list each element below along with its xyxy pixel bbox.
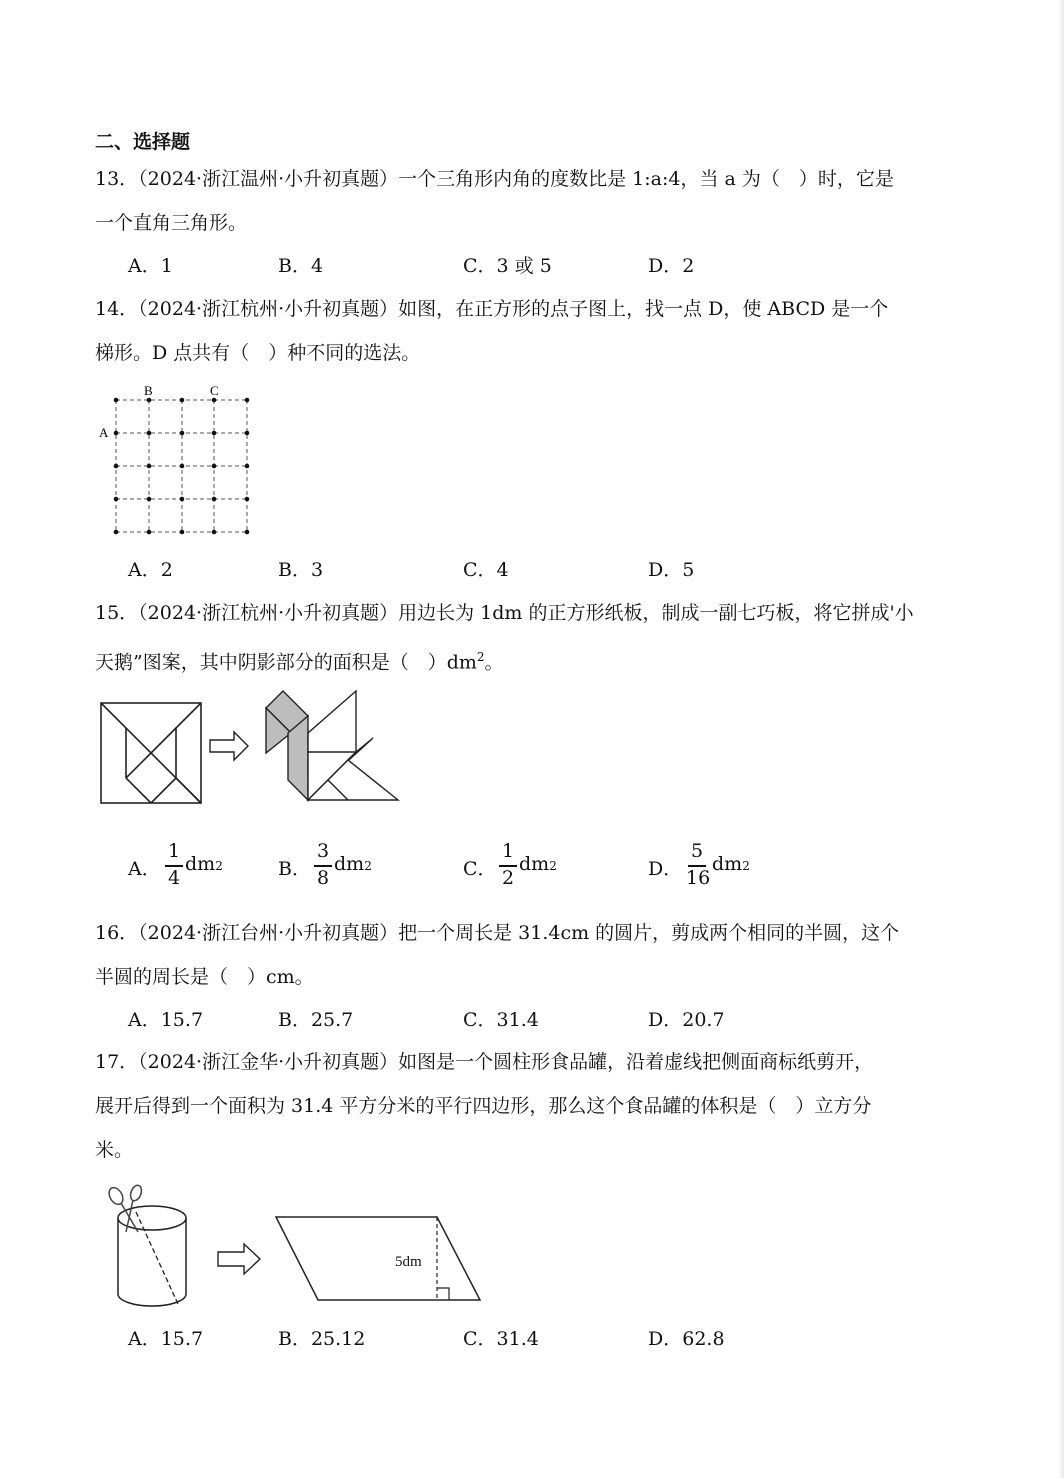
tangram-square: [101, 703, 201, 803]
q13-option-a[interactable]: A．1: [128, 255, 173, 277]
q16-option-a[interactable]: A．15.7: [128, 1009, 204, 1031]
q15-option-d-value[interactable]: [686, 840, 766, 895]
section-title: 二、选择题: [95, 131, 191, 153]
q14-option-d[interactable]: D．5: [648, 559, 695, 581]
point-a-label: A: [99, 425, 109, 440]
q15-option-b-value[interactable]: [312, 840, 382, 895]
q14-option-a[interactable]: A．2: [128, 559, 173, 581]
fraction-denominator: 2: [501, 867, 515, 889]
fraction-numerator: 5: [690, 840, 704, 862]
dot-grid-figure: [94, 380, 259, 540]
q13-option-b[interactable]: B．4: [278, 255, 324, 277]
arrow-icon: [210, 732, 248, 760]
q16-option-d[interactable]: D．20.7: [648, 1009, 725, 1031]
q13-option-c[interactable]: C．3 或 5: [463, 255, 552, 277]
point-c-label: C: [210, 383, 219, 398]
q15-option-b-letter[interactable]: B．: [278, 858, 311, 880]
q14-option-b[interactable]: B．3: [278, 559, 324, 581]
q16-option-b[interactable]: B．25.7: [278, 1009, 354, 1031]
arrow-icon: [218, 1244, 260, 1274]
q14-text-line1: 14．（2024·浙江杭州·小升初真题）如图，在正方形的点子图上，找一点 D，使 ABCD 是一个: [95, 298, 889, 320]
unit-label: dm 2: [185, 853, 223, 875]
cylinder-unroll-figure: [100, 1182, 490, 1312]
unit-label: dm 2: [519, 853, 557, 875]
q15-option-a-value[interactable]: [163, 840, 233, 895]
q13-text-line2: 一个直角三角形。: [95, 212, 248, 234]
q14-option-c[interactable]: C．4: [463, 559, 509, 581]
swan-shape: [266, 691, 398, 800]
q15-option-c-letter[interactable]: C．: [463, 858, 497, 880]
fraction-denominator: 8: [316, 867, 330, 889]
q17-text-line3: 米。: [95, 1139, 134, 1161]
tangram-swan-figure: [98, 688, 403, 808]
q13-text-line1: 13．（2024·浙江温州·小升初真题）一个三角形内角的度数比是 1:a:4，当 a 为（ ）时，它是: [95, 168, 894, 190]
q15-line2-text: 天鹅”图案，其中阴影部分的面积是（ ）dm: [95, 651, 477, 674]
q17-text-line2: 展开后得到一个面积为 31.4 平方分米的平行四边形，那么这个食品罐的体积是（ ）立方分: [95, 1095, 872, 1117]
q14-text-line2: 梯形。D 点共有（ ）种不同的选法。: [95, 342, 421, 364]
q17-option-c[interactable]: C．31.4: [463, 1328, 539, 1350]
fraction-numerator: 1: [501, 840, 515, 862]
q17-option-d[interactable]: D．62.8: [648, 1328, 725, 1350]
page-edge-shadow: [1058, 0, 1064, 1478]
q15-option-a-letter[interactable]: A．: [128, 858, 161, 880]
q15-text-line2: [95, 644, 504, 675]
q15-text-line1: 15．（2024·浙江杭州·小升初真题）用边长为 1dm 的正方形纸板，制成一副七巧板，将它拼成'小: [95, 602, 914, 624]
fraction-denominator: 4: [167, 867, 181, 889]
fraction-numerator: 1: [167, 840, 181, 862]
fraction-numerator: 3: [316, 840, 330, 862]
q17-option-a[interactable]: A．15.7: [128, 1328, 204, 1350]
unit-label: dm 2: [334, 853, 372, 875]
q15-option-d-letter[interactable]: D．: [648, 858, 683, 880]
q16-text-line2: 半圆的周长是（ ）cm。: [95, 966, 314, 988]
q15-line2-end: 。: [484, 651, 504, 674]
q17-option-b[interactable]: B．25.12: [278, 1328, 366, 1350]
q13-option-d[interactable]: D．2: [648, 255, 695, 277]
q15-option-c-value[interactable]: [497, 840, 567, 895]
q16-option-c[interactable]: C．31.4: [463, 1009, 539, 1031]
point-b-label: B: [144, 383, 153, 398]
q16-text-line1: 16．（2024·浙江台州·小升初真题）把一个周长是 31.4cm 的圆片，剪成两个相同的半圆，这个: [95, 922, 900, 944]
q15-line2-superscript: 2: [476, 650, 485, 664]
q17-text-line1: 17．（2024·浙江金华·小升初真题）如图是一个圆柱形食品罐，沿着虚线把侧面商标纸剪开，: [95, 1051, 874, 1073]
unit-label: dm 2: [712, 853, 750, 875]
fraction-denominator: 16: [686, 867, 711, 889]
height-label: 5dm: [395, 1254, 422, 1270]
